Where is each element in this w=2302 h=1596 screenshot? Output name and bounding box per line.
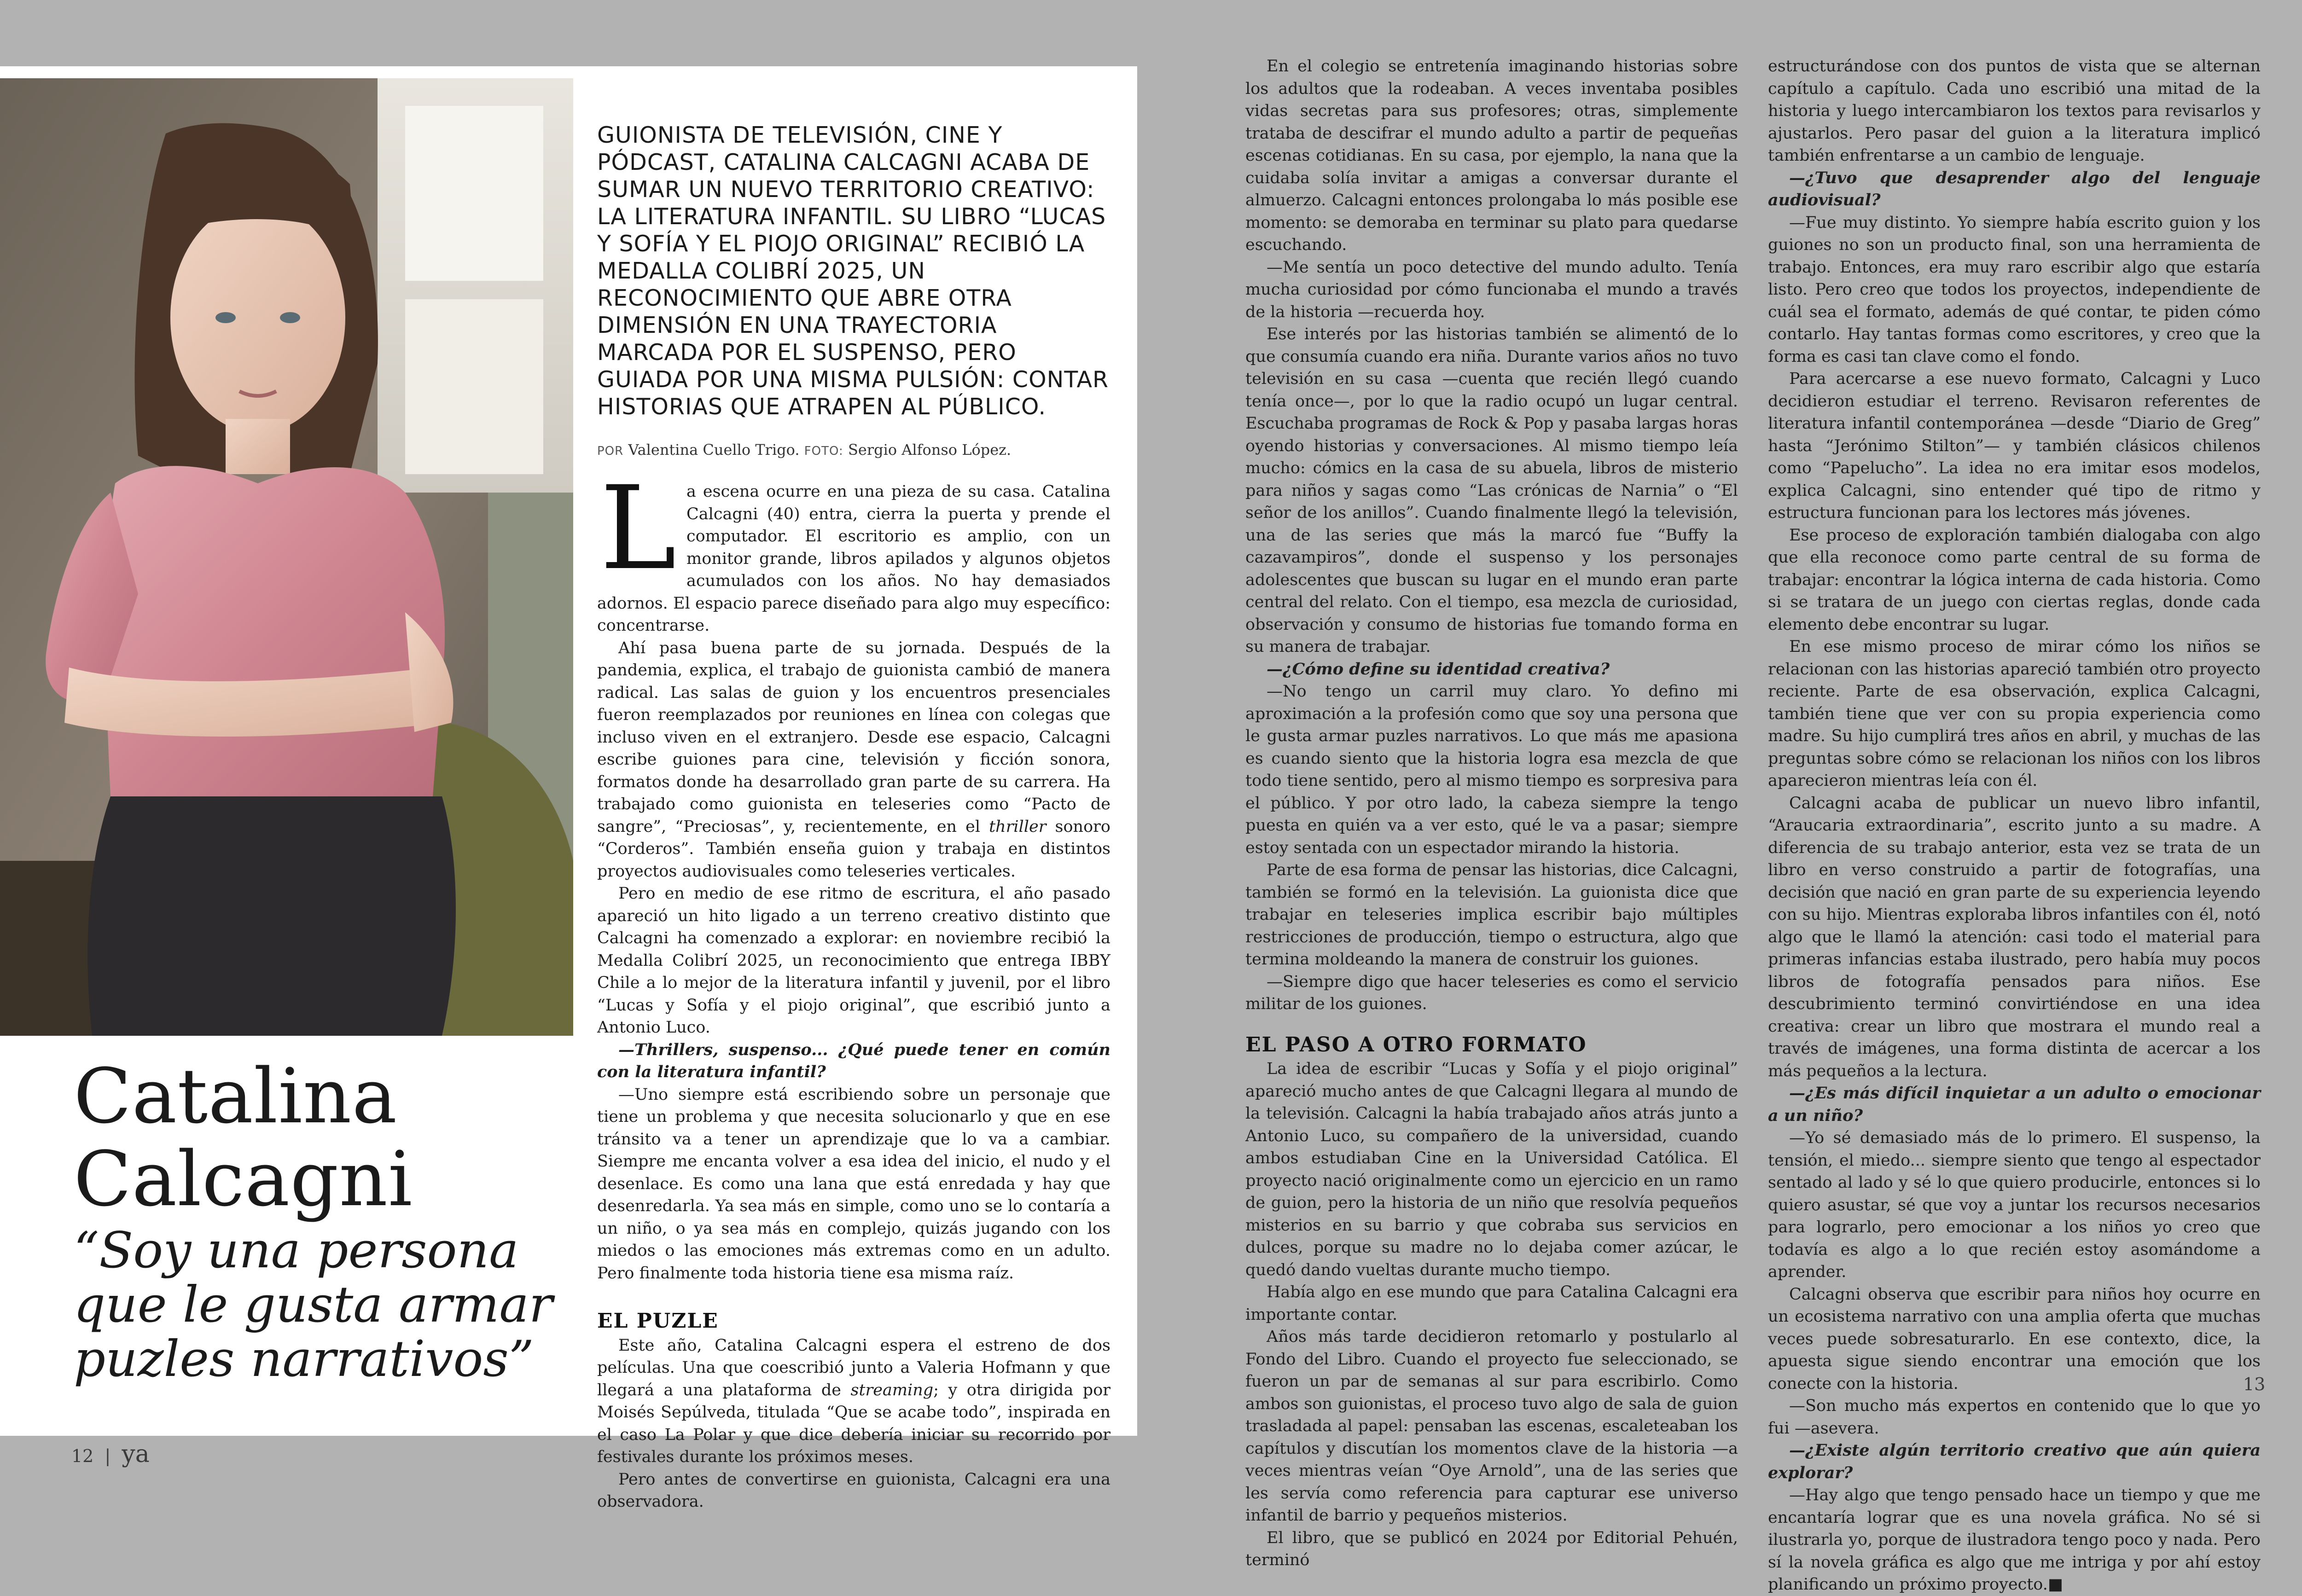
magazine-logo: ya [122,1440,150,1468]
paragraph: estructurándose con dos puntos de vista que se alternan capítulo a capítulo. Cada uno escribió una mitad de la historia y luego intercambiaron los textos para revisarlos y ajustarlos. Pero pasar del guion a la literatura implicó también enfrentarse a un cambio de lenguaje. [1768,57,2261,165]
paragraph: —Yo sé demasiado más de lo primero. El suspenso, la tensión, el miedo... siempre siento que tengo al espectador sentado al lado y sé lo que quiero producirle, entonces si lo quiero asustar, sé que voy a juntar los recursos necesarios para lograrlo, pero emocionar a los niños yo creo que todavía es algo a lo que recién estoy asomándome a aprender. [1768,1129,2261,1281]
paragraph: Había algo en ese mundo que para Catalina Calcagni era importante contar. [1245,1283,1738,1324]
paragraph: La escena ocurre en una pieza de su casa. Catalina Calcagni (40) entra, cierra la puerta y prende el computador. El escritorio es amplio, con un monitor grande, libros apilados y algunos objetos acumulados con los años. No hay demasiados adornos. El espacio parece diseñado para algo muy específico: concentrarse. [597,461,1110,635]
paragraph: Ese interés por las historias también se alimentó de lo que consumía cuando era niña. Durante varios años no tuvo televisión en su casa —cuenta que recién llegó cuando tenía once—, por lo que la radio ocupó un lugar central. Escuchaba programas de Rock & Pop y pasaba largas horas oyendo historias y conversaciones. Al mismo tiempo leía mucho: cómics en la casa de su abuela, libros de misterio para niños y sagas como “Las crónicas de Narnia” o “El señor de los anillos”. Cuando finalmente llegó la televisión, una de las series que más la marcó fue “Buffy la cazavampiros”, donde el suspenso y los personajes adolescentes que buscan su lugar en el mundo eran parte central del relato. Con el tiempo, esa mezcla de curiosidad, observación y consumo de historias fue tomando forma en su manera de trabajar. [1245,325,1738,656]
folio-left [71,1440,150,1468]
byline-author: Valentina Cuello Trigo. [628,441,800,458]
paragraph: Pero en medio de ese ritmo de escritura, el año pasado apareció un hito ligado a un terreno creativo distinto que Calcagni ha comenzado a explorar: en noviembre recibió la Medalla Colibrí 2025, un reconocimiento que entrega IBBY Chile a lo mejor de la literatura infantil y juvenil, por el libro “Lucas y Sofía y el piojo original”, que escribió junto a Antonio Luco. [597,884,1110,1037]
paragraph: —Me sentía un poco detective del mundo adulto. Tenía mucha curiosidad por cómo funcionaba el mundo a través de la historia —recuerda hoy. [1245,258,1738,321]
paragraph: Para acercarse a ese nuevo formato, Calcagni y Luco decidieron estudiar el terreno. Revisaron referentes de literatura infantil contemporánea —desde “Diario de Greg” hasta “Jerónimo Stilton”— y también clásicos chilenos como “Papelucho”. La idea no era imitar esos modelos, explica Calcagni, sino entender qué tipo de ritmo y estructura funcionan para los lectores más jóvenes. [1768,370,2261,522]
byline-foto-label: FOTO: [804,444,843,458]
paragraph: Este año, Catalina Calcagni espera el estreno de dos películas. Una que coescribió junto a Valeria Hofmann y que llegará a una plataforma de streaming; y otra dirigida por Moisés Sepúlveda, titulada “Que se acabe todo”, inspirada en el caso La Polar y que dice debería iniciar su recorrido por festivales durante los próximos meses. [597,1336,1110,1466]
page-number: 13 [2243,1374,2266,1394]
folio-separator: | [105,1446,111,1466]
portrait-photo-icon [0,78,573,1036]
paragraph: Calcagni observa que escribir para niños hoy ocurre en un ecosistema narrativo con una amplia oferta que muchas veces puede sobresaturarlo. En ese contexto, dice, la apuesta sigue siendo encontrar una emoción que los conecte con la historia. [1768,1285,2261,1393]
paragraph: —Fue muy distinto. Yo siempre había escrito guion y los guiones no son un producto final, son una herramienta de trabajo. Entonces, era muy raro escribir algo que estaría listo. Pero creo que todos los proyectos, independiente de cuál sea el formato, además de qué contar, te piden cómo contarlo. Hay tantas formas como escritores, y creo que la forma es casi tan clave como el fondo. [1768,213,2261,366]
section-heading: EL PASO A OTRO FORMATO [1245,1033,1587,1056]
paragraph: En ese mismo proceso de mirar cómo los niños se relacionan con las historias apareció también otro proyecto reciente. Parte de esa observación, explica Calcagni, también tiene que ver con su propia experiencia como madre. Su hijo cumplirá tres años en abril, y muchas de las preguntas sobre cómo se relacionan los niños con los libros aparecieron mientras leía con él. [1768,638,2261,790]
page-number: 12 [71,1446,94,1466]
interview-question: —¿Tuvo que desaprender algo del lenguaje audiovisual? [1768,168,2261,209]
article-column-1 [597,461,1110,1513]
article-column-2 [1245,55,1738,1572]
headline-quote: “Soy una persona que le gusta armar puzles narrativos” [74,1222,553,1388]
left-page [0,66,1137,1511]
headline-name [74,1052,589,1223]
interview-question: —¿Cómo define su identidad creativa? [1267,659,1610,679]
section-heading: EL PUZLE [597,1309,719,1333]
paragraph: Pero antes de convertirse en guionista, Calcagni era una observadora. [597,1470,1110,1511]
drop-cap: L [600,461,677,595]
paragraph: Calcagni acaba de publicar un nuevo libro infantil, “Araucaria extraordinaria”, escrito junto a su madre. A diferencia de su trabajo anterior, esta vez se trata de un libro en verso construido a partir de fotografías, una decisión que nació en gran parte de su experiencia leyendo con su hijo. Mientras exploraba libros infantiles con él, notó algo que le llamó la atención: casi todo el material para primeras infancias estaba ilustrado, pero había muy pocos libros de fotografía pensados para niños. Ese descubrimiento terminó convirtiéndose en una idea creativa: crear un libro que mostrara el mundo real a través de imágenes, una forma distinta de acercar a los más pequeños a la lectura. [1768,794,2261,1080]
paragraph: —Uno siempre está escribiendo sobre un personaje que tiene un problema y que necesita solucionarlo y que en ese tránsito va a tener un aprendizaje que lo va a cambiar. Siempre me encanta volver a esa idea del inicio, el nudo y el desenlace. Es como una lana que está enredada y hay que desenredarla. Ya sea más en simple, como uno se lo contaría a un niño, o ya sea más en complejo, quizás jugando con los miedos o las emociones más extremas como en un adulto. Pero finalmente toda historia tiene esa misma raíz. [597,1085,1110,1283]
byline-por-label: POR [597,444,624,458]
article-column-3 [1768,55,2261,1596]
interview-question: —¿Es más difícil inquietar a un adulto o emocionar a un niño? [1768,1084,2261,1125]
byline [597,441,1110,458]
paragraph: Parte de esa forma de pensar las historias, dice Calcagni, también se formó en la televisión. La guionista dice que trabajar en teleseries implica escribir bajo múltiples restricciones de producción, tiempo o estructura, algo que termina moldeando la manera de construir los guiones. [1245,861,1738,969]
paragraph: El libro, que se publicó en 2024 por Editorial Pehuén, terminó [1245,1528,1738,1569]
portrait-photo [0,78,573,1036]
headline-name-line: Catalina [74,1052,398,1140]
folio-right [2243,1374,2265,1394]
intro-deck: GUIONISTA DE TELEVISIÓN, CINE Y PÓDCAST, CATALINA CALCAGNI ACABA DE SUMAR UN NUEVO TERRITORIO CREATIVO: LA LITERATURA INFANTIL. SU LIBRO “LUCAS Y SOFÍA Y EL PIOJO ORIGINAL” RECIBIÓ LA MEDALLA COLIBRÍ 2025, UN RECONOCIMIENTO QUE ABRE OTRA DIMENSIÓN EN UNA TRAYECTORIA MARCADA POR EL SUSPENSO, PERO GUIADA POR UNA MISMA PULSIÓN: CONTAR HISTORIAS QUE ATRAPEN AL PÚBLICO. [597,122,1109,420]
interview-question: —¿Existe algún territorio creativo que aún quiera explorar? [1768,1441,2261,1482]
byline-photographer: Sergio Alfonso López. [848,441,1011,458]
paragraph: La idea de escribir “Lucas y Sofía y el piojo original” apareció mucho antes de que Calcagni llegara al mundo de la televisión. Calcagni la había trabajado años atrás junto a Antonio Luco, su compañero de la universidad, cuando ambos estudiaban Cine en la Universidad Católica. El proyecto nació originalmente como un ejercicio en un ramo de guion, pero la historia de un niño que resolvía pequeños misterios en su barrio y que cobraba sus servicios en dulces, porque su madre no lo dejaba comer azúcar, le quedó dando vueltas durante mucho tiempo. [1245,1060,1738,1279]
paragraph: —Son mucho más expertos en contenido que lo que yo fui —asevera. [1768,1397,2261,1438]
end-mark-icon: ■ [2047,1575,2063,1594]
paragraph: —No tengo un carril muy claro. Yo defino mi aproximación a la profesión como que soy una persona que le gusta armar puzles narrativos. Lo que más me apasiona es cuando siento que la historia logra esa mezcla de que todo tiene sentido, pero al mismo tiempo es sorpresiva para el público. Y por otro lado, la cabeza siempre la tengo puesta en quién va a ver esto, qué le va a pasar; siempre estoy sentada con un espectador mirando la historia. [1245,682,1738,857]
paragraph: —Hay algo que tengo pensado hace un tiempo y que me encantaría lograr que es una novela gráfica. No sé si ilustrarla yo, porque de ilustradora tengo poco y nada. Pero sí la novela gráfica es algo que me intriga y por ahí estoy planificando un próximo proyecto.■ [1768,1486,2261,1594]
paragraph: En el colegio se entretenía imaginando historias sobre los adultos que la rodeaban. A veces inventaba posibles vidas secretas para sus profesores; otras, simplemente trataba de descifrar el mundo adulto a partir de pequeñas escenas cotidianas. En su casa, por ejemplo, la nana que la cuidaba solía invitar a amigas a conversar durante el almuerzo. Calcagni entonces prolongaba lo más posible ese momento: se demoraba en terminar su plato para quedarse escuchando. [1245,57,1738,254]
headline-name-line: Calcagni [74,1135,413,1223]
interview-question: —Thrillers, suspenso... ¿Qué puede tener en común con la literatura infantil? [597,1040,1110,1081]
paragraph: Ahí pasa buena parte de su jornada. Después de la pandemia, explica, el trabajo de guionista cambió de manera radical. Las salas de guion y los encuentros presenciales fueron reemplazados por reuniones en línea con colegas que incluso viven en el extranjero. Desde ese espacio, Calcagni escribe guiones para cine, televisión y ficción sonora, formatos donde ha desarrollado gran parte de su carrera. Ha trabajado como guionista en teleseries como “Pacto de sangre”, “Preciosas”, y, recientemente, en el thriller sonoro “Corderos”. También enseña guion y trabaja en distintos proyectos audiovisuales como teleseries verticales. [597,638,1110,881]
paragraph: —Siempre digo que hacer teleseries es como el servicio militar de los guiones. [1245,972,1738,1013]
paragraph: Ese proceso de exploración también dialogaba con algo que ella reconoce como parte central de su forma de trabajar: encontrar la lógica interna de cada historia. Como si se tratara de un juego con ciertas reglas, donde cada elemento debe encontrar su lugar. [1768,526,2261,634]
paragraph: Años más tarde decidieron retomarlo y postularlo al Fondo del Libro. Cuando el proyecto fue seleccionado, se fueron un par de semanas al sur para escribirlo. Como ambos son guionistas, el proceso tuvo algo de sala de guion trasladada al papel: pensaban las escenas, escaleteaban los capítulos y discutían los momentos clave de la historia —a veces mientras veían “Oye Arnold”, una de las series que les servía como referencia para capturar ese universo infantil de barrio y pequeños misterios. [1245,1328,1738,1525]
